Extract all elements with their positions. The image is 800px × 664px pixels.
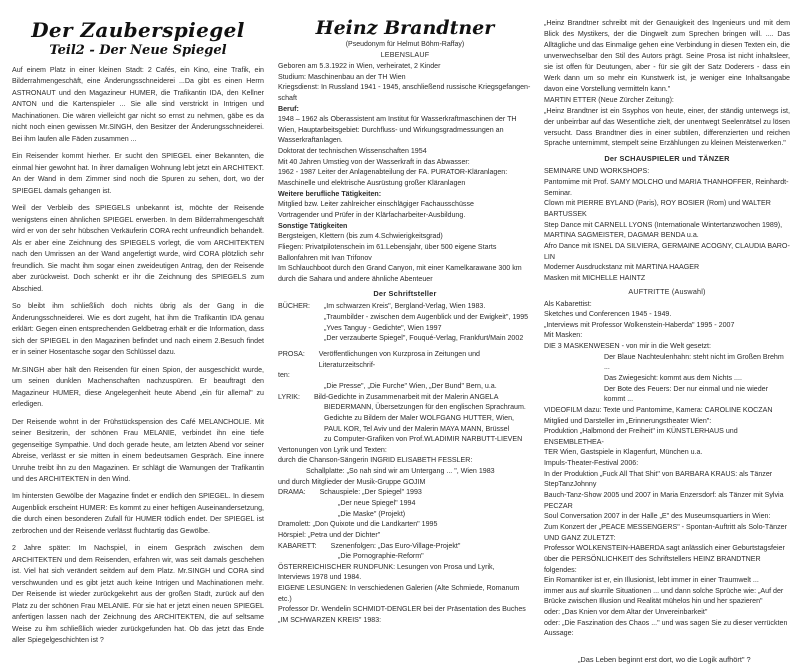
seminar-line: Pantomime mit Prof. SAMY MOLCHO und MARIA THANHOFFER, Reinhardt- [543, 178, 789, 187]
beruf-line: Wasserkraftanlagen. [277, 136, 343, 145]
masken-item: Das Zwiegesicht: kommt aus dem Nichts .... [603, 374, 742, 382]
paragraph: 2 Jahre später: Im Nachspiel, in einem Gespräch zwischen dem ARCHITEKTEN und dem Reisenden, erfahren wir, was seit damals geschehen ist. Viel hat sich verändert seitdem auf dem Platz. Mr.SINGH und CORA sind verschwunden und es gibt jetzt auch keine Intrigen und Machinationen mehr. Der Reisende ist wieder zurückgekehrt aus der großen Stadt, zurück auf den Platz zu der schönen Frau MELANIE. Für sie hat er jetzt einen neuen SPIEGEL anfertigen lassen nach der Zeichnung des ARCHITEKTEN, die auf seltsame Weise zu ihm schließlich wieder zurückgefunden hat. Ob das jetzt das Ende aller Spiegelgeschichten ist ? [12, 544, 264, 645]
kabarettist-line: Mit Masken: [543, 331, 583, 340]
masken-item: Der Bote des Feuers: Der nur einmal und nie wieder kommt ... [603, 384, 768, 404]
paragraph: Der Reisende wohnt in der Frühstückspension des Café MELANCHOLIE. Mit seiner Besitzerin, der schönen Frau MELANIE, verbindet ihn eine tiefe gegenseitige Sympathie. Und doch gerade heute, am letzten Abend vor seiner Abreise, verlässt er sie mitten in einem bedeutsamen Gespräch. Eine innere Unruhe treibt ihn zu den Magazinen. Er schlägt die Warnungen der Trafikantin und des ARCHITEKTEN in den Wind. [12, 417, 264, 483]
zuletzt-line: oder: „Die Faszination des Chaos ..." und was sagen Sie zu dieser verrückten [543, 618, 788, 627]
masken-item: Der Blaue Nachteulenhahn: steht nicht im Großen Brehm ... [603, 352, 784, 372]
gojim-line: und durch Mitglieder der Musik-Gruppe GOJIM [277, 477, 426, 486]
lyrik-value: Gedichte zu Bildern der Maler WOLFGANG HUTTER, Wien, [323, 413, 514, 422]
paragraph: Im hintersten Gewölbe der Magazine findet er endlich den SPIEGEL. In diesem Augenblick erscheint HUMER: Es kommt zu einer heftigen Auseinandersetzung, die durch einen besonderen Zufall für HUMER tödlich endet. Der SPIEGEL ist zerbrochen und der Reisende verlässt fluchtartig das Gewölbe. [12, 492, 264, 535]
kabarett-entry [278, 541, 532, 552]
auftritt-line: TER Wien, Gastspiele in Klagenfurt, München u.a. [543, 448, 703, 457]
schallplatte-line: Schallplatte: „So nah sind wir am Untergang ... ", Wien 1983 [305, 467, 495, 476]
sonstige-line: Ballonfahren mit Ivan Trifonov [277, 253, 372, 262]
weitere-line: Mitglied bzw. Leiter zahlreicher einschlägiger Fachausschüsse [277, 200, 474, 209]
paragraph: Auf einem Platz in einer kleinen Stadt: 2 Cafés, ein Kino, eine Trafik, ein Bilderrahmengeschäft, eine Änderungsschneiderei ...Da gibt es einen Herrn ASTRONAUT und den Magazineur HUMER, die Trafikantin IDA, den Kellner ANTON und die Kartenspieler ... Sie alle sind verstrickt in Intrigen und Machinationen. Die wären vielleicht gar nicht so ernst zu nehmen, gäbe es da nicht noch einen gewissen Mr.SINGH, den Besitzer der Änderungsschneiderei. Bei ihm laufen alle Fäden zusammen ... [12, 66, 264, 143]
lyrik-value: zu Computer-Grafiken von Prof.WLADIMIR NARBUTT-LIEVEN [323, 435, 523, 444]
kabarettist-line: „Interviews mit Professor Wolkenstein-Haberda" 1995 - 2007 [543, 320, 735, 329]
seminar-line: Step Dance mit CARNELL LYONS (Internationale Wintertanzwochen 1989), [543, 220, 783, 229]
section-heading-beruf: Beruf: [277, 104, 299, 113]
seminar-line: MARTINA SAGMEISTER, DAGMAR BENDA u.a. [543, 231, 699, 240]
section-heading-sonstige-taetigkeiten: Sonstige Tätigkeiten [277, 221, 348, 230]
zuletzt-line: Professor WOLKENSTEIN-HABERDA sagt anlässlich einer Geburtstagsfeier [543, 544, 785, 553]
cv-line: Geboren am 5.3.1922 in Wien, verheiratet, 2 Kinder [277, 62, 441, 70]
kabarett-value: Szenenfolgen: „Das Euro-Village-Projekt" [330, 541, 461, 550]
auftritt-line: Impuls-Theater-Festival 2006: [543, 459, 639, 468]
paragraph: Ein Reisender kommt hierher. Er sucht den SPIEGEL einer Bekannten, die einmal hier gewohnt hat. In ihrer damaligen Wohnung lebt jetzt ein ARCHITEKT. An der Wand in dem Zimmer sind noch die Spuren zu sehen, dort, wo der SPIEGEL damals gehangen ist. [12, 152, 264, 195]
prosa-publications: „Die Presse", „Die Furche" Wien, „Der Bund" Bern, u.a. [323, 381, 497, 390]
professor-line: Professor Dr. Wendelin SCHMIDT-DENGLER bei der Präsentation des Buches [277, 605, 526, 614]
lyrik-value: BIEDERMANN, Übersetzungen für den englischen Sprachraum. [323, 403, 526, 412]
section-heading-schauspieler: Der SCHAUSPIELER und TÄNZER [604, 154, 730, 164]
seminar-line: Afro Dance mit ISNEL DA SILVIERA, GERMAINE ACOGNY, CLAUDIA BARO- [543, 241, 790, 250]
lyrik-value: Bild-Gedichte in Zusammenarbeit mit der Malerin ANGELA [313, 392, 499, 401]
auftritt-line: PECZAR [543, 501, 573, 510]
cv-line: Kriegsdienst: In Russland 1941 - 1945, anschließend russische Kriegsgefangen- [277, 83, 531, 92]
kabarettist-line: Sketches und Conferencen 1945 - 1949. [543, 310, 672, 319]
review-quote: „Heinz Brandtner ist ein Ssyphos von heute, einer, der ständig unterwegs ist, der unbeirrbar auf das Wesentliche zielt, der unentwegt Seelenrätsel zu lösen versucht. Dass Brandtner dies in einer subtilen, differenzierten und reichen Sprache unternimmt, stempelt seine Erzählungen zu kleinen Meisterwerken." [543, 106, 790, 148]
zuletzt-line: immer aus auf skurrile Situationen ... und dann solche Sprüche wie: „Auf der [543, 586, 784, 595]
orf-line: ÖSTERREICHISCHER RUNDFUNK: Lesungen von Prosa und Lyrik, [277, 562, 495, 571]
column-rezensionen [538, 6, 794, 664]
sonstige-line: Im Schlauchboot durch den Grand Canyon, mit einer Kamelkarawane 300 km [277, 264, 522, 273]
spacer [544, 6, 790, 18]
paragraph: Mr.SINGH aber hält den Reisenden für einen Spion, der ausgeschickt wurde, um seinen dunklen Machenschaften nachzuspüren. Er beauftragt den Magazineur HUMER, diese Angelegenheit heute Abend „ein für allemal" zu erledigen. [12, 365, 264, 409]
auftritt-line: StepTanzJohnny [543, 480, 597, 489]
seminar-line: Masken mit MICHELLE HAINTZ [543, 273, 646, 282]
auftritt-line: Soul Conversation 2007 in der Halle „E" des Museumsquartiers in Wien: [543, 512, 771, 521]
vertonungen-line: Vertonungen von Lyrik und Texten: [277, 445, 387, 454]
dramolett-line: Dramolett: „Don Quixote und die Landkarten" 1995 [277, 520, 438, 529]
buecher-value: „Im schwarzen Kreis", Bergland-Verlag, Wien 1983. [323, 302, 486, 311]
lyrik-entry [278, 392, 532, 403]
buecher-value: „Traumbilder - zwischen dem Augenblick und der Ewigkeit", 1995 [323, 313, 529, 322]
prosa-label: PROSA: [277, 350, 305, 359]
kabarettist-line: Als Kabarettist: [543, 299, 592, 308]
drama-label: DRAMA: [277, 488, 306, 497]
zuletzt-line: Ein Romantiker ist er, ein Illusionist, lebt immer in einer Traumwelt ... [543, 576, 759, 585]
column-zauberspiegel [6, 6, 272, 645]
column-lebenslauf [272, 6, 538, 625]
cv-line: schaft [277, 93, 297, 102]
seminar-line: LIN [543, 252, 555, 261]
seminar-line: BARTUSSEK [543, 210, 587, 219]
buecher-entry [278, 301, 532, 312]
zuletzt-line: über die PERSÖNLICHKEIT des Schriftstellers HEINZ BRANDTNER folgendes: [543, 554, 761, 574]
seminar-line: Clown mit PIERRE BYLAND (Paris), ROY BOSIER (Rom) und WALTER [543, 199, 771, 208]
sonstige-line: Bergsteigen, Klettern (bis zum 4.Schwierigkeitsgrad) [277, 232, 443, 241]
sonstige-line: Fliegen: Privatpilotenschein im 61.Lebensjahr, über 500 eigene Starts [277, 242, 497, 251]
auftritt-line: Bauch-Tanz-Show 2005 und 2007 in Maria Enzersdorf: als Tänzer mit Sylvia [543, 491, 784, 500]
cv-line: Studium: Maschinenbau an der TH Wien [277, 72, 406, 81]
final-quote: „Das Leben beginnt erst dort, wo die Logik aufhört" ? [577, 655, 751, 664]
lesungen-line: EIGENE LESUNGEN: In verschiedenen Galerien (Alte Schmiede, Romanum [277, 584, 520, 593]
page-subtitle: Teil2 - Der Neue Spiegel [49, 43, 227, 58]
auftritt-line: Zum Konzert der „PEACE MESSENGERS" - Spontan-Auftritt als Solo-Tänzer [543, 522, 787, 531]
professor-line: „IM SCHWARZEN KREIS" 1983: [277, 616, 382, 625]
review-source: MARTIN ETTER (Neue Zürcher Zeitung): [543, 95, 674, 104]
drama-value: „Die Maske" (Projekt) [337, 509, 406, 518]
beruf-line: 1962 - 1987 Leiter der Anlagenabteilung der FA. PURATOR-Kläranlagen: [277, 168, 508, 177]
lyrik-value: PAUL KOR, Tel Aviv und der Malerin MAYA MANN, Brüssel [323, 424, 510, 433]
lyrik-label: LYRIK: [277, 392, 300, 401]
paragraph: So bleibt ihm schließlich doch nichts übrig als der Gang in die Änderungsschneiderei. Wie es dort zugeht, hat ihm die Trafikantin IDA genau erklärt: Gegen einen entsprechenden Geldbetrag erhält er die Information, dass sich der SPIEGEL in den Magazinen befindet und nach einem 2.Besuch findet er in seiner Hosentasche sogar den Schlüssel dazu. [12, 302, 264, 357]
prosa-entry [278, 349, 532, 370]
lesungen-line: etc.) [277, 594, 292, 603]
zuletzt-line: Brücke zwischen Illusion und Realität mühelos hin und her spazieren" [543, 597, 763, 606]
beruf-line: Wien, Hauptarbeitsgebiet: Durchfluss- und Wirkungsgradmessungen an [277, 125, 504, 134]
buecher-value: „Yves Tanguy - Gedichte", Wien 1997 [323, 323, 442, 332]
vertonungen-line: durch die Chanson-Sängerin INGRID ELISABETH FESSLER: [277, 456, 473, 465]
drama-entry [278, 487, 532, 498]
section-heading-zuletzt: UND GANZ ZULETZT: [543, 533, 616, 542]
weitere-line: Vortragender und Prüfer in der Klärfacharbeiter-Ausbildung. [277, 210, 466, 219]
hoerspiel-line: Hörspiel: „Petra und der Dichter" [277, 530, 381, 539]
author-name-title: Heinz Brandtner [315, 17, 495, 39]
section-heading-weitere-taetigkeiten: Weitere berufliche Tätigkeiten: [277, 189, 382, 198]
beruf-line: Maschinelle und elektrische Ausrüstung großer Kläranlagen [277, 179, 466, 188]
orf-line: Interviews 1978 und 1984. [277, 573, 362, 582]
auftritt-line: VIDEOFILM dazu: Texte und Pantomime, Kamera: CAROLINE KOCZAN [543, 405, 773, 414]
seminar-line: Moderner Ausdruckstanz mit MARTINA HAAGER [543, 263, 700, 272]
drama-value: „Der neue Spiegel" 1994 [337, 498, 416, 507]
section-heading-lebenslauf: LEBENSLAUF [380, 50, 430, 59]
section-heading-auftritte: AUFTRITTE (Auswahl) [628, 286, 706, 296]
auftritt-line: Produktion „Halbmond der Freiheit" im KÜNSTLERHAUS und ENSEMBLETHEA- [543, 427, 738, 446]
sonstige-line: durch die Sahara und andere ähnliche Abenteuer [277, 274, 433, 283]
pseudonym-note: (Pseudonym für Helmut Böhm-Raffay) [345, 41, 465, 48]
buecher-label: BÜCHER: [277, 302, 310, 311]
zuletzt-line: oder: „Das Knien vor dem Altar der Unvereinbarkeit" [543, 608, 708, 617]
prosa-value: ten: [277, 371, 290, 380]
beruf-line: 1948 – 1962 als Oberassistent am Institut für Wasserkraftmaschinen der TH [277, 115, 517, 124]
kabarettist-line: DIE 3 MASKENWESEN - von mir in die Welt gesetzt: [543, 342, 711, 351]
kabarett-label: KABARETT: [277, 541, 317, 550]
buecher-value: „Der verzauberte Spiegel", Fouqué-Verlag, Frankfurt/Main 2002 [323, 334, 524, 343]
beruf-line: Doktorat der technischen Wissenschaften 1954 [277, 147, 427, 156]
section-heading-schriftsteller: Der Schriftsteller [373, 289, 437, 299]
seminar-line: Seminar. [543, 188, 572, 197]
auftritt-line: In der Produktion „Fuck All That Shit" von BARBARA KRAUS: als Tänzer [543, 469, 773, 478]
kabarett-value: „Die Pornographie-Reform" [337, 552, 424, 561]
review-quote: „Heinz Brandtner schreibt mit der Genauigkeit des Ingenieurs und mit dem Blick des Mystikers, der die Dingwelt zum Sprechen bringen will. .... Das Alltägliche und das Einmalige gehen eine Verbindung in diesen Texten ein, die unverwechselbar den Stil des Autors prägt. Seine Prosa ist nicht inhaltsleer, sie ist offen für Deutungen, aber - für sie gilt der Satz Doderers - dass ein Werk dann um so mehr ein Kunstwerk ist, je weniger eine Inhaltsangabe davon eine Vorstellung vermitteln kann." [543, 19, 790, 93]
section-heading-seminare: SEMINARE UND WORKSHOPS: [543, 167, 650, 176]
paragraph: Weil der Verbleib des SPIEGELS unbekannt ist, möchte der Reisende wenigstens einen ähnlichen SPIEGEL erwerben. In dem Bilderrahmengeschäft wird er von der sehr hübschen Verkäuferin CORA recht unfreundlich behandelt. Als er aber eine Zeichnung des SPIEGELS vorlegt, die vom ARCHITEKTEN nach den Umrissen an der Wand angefertigt wurde, wird CORA plötzlich sehr freundlich. Sie macht ihm sogar einen zweideutigen Antrag, den der Reisende aber zurückweist. Doch schenkt er ihr die Zeichnung des SPIEGELS zum Abschied. [12, 204, 264, 293]
drama-value: Schauspiele: „Der Spiegel" 1993 [319, 488, 422, 497]
prosa-value: Veröffentlichungen von Kurzprosa in Zeitungen und Literaturzeitschrif- [318, 350, 480, 369]
auftritt-line: Mitglied und Darsteller im „Erinnerungstheater Wien": [543, 416, 712, 425]
beruf-line: Mit 40 Jahren Umstieg von der Wasserkraft in das Abwasser: [277, 157, 470, 166]
page-title: Der Zauberspiegel [31, 18, 245, 42]
zuletzt-line: Aussage: [543, 629, 574, 638]
